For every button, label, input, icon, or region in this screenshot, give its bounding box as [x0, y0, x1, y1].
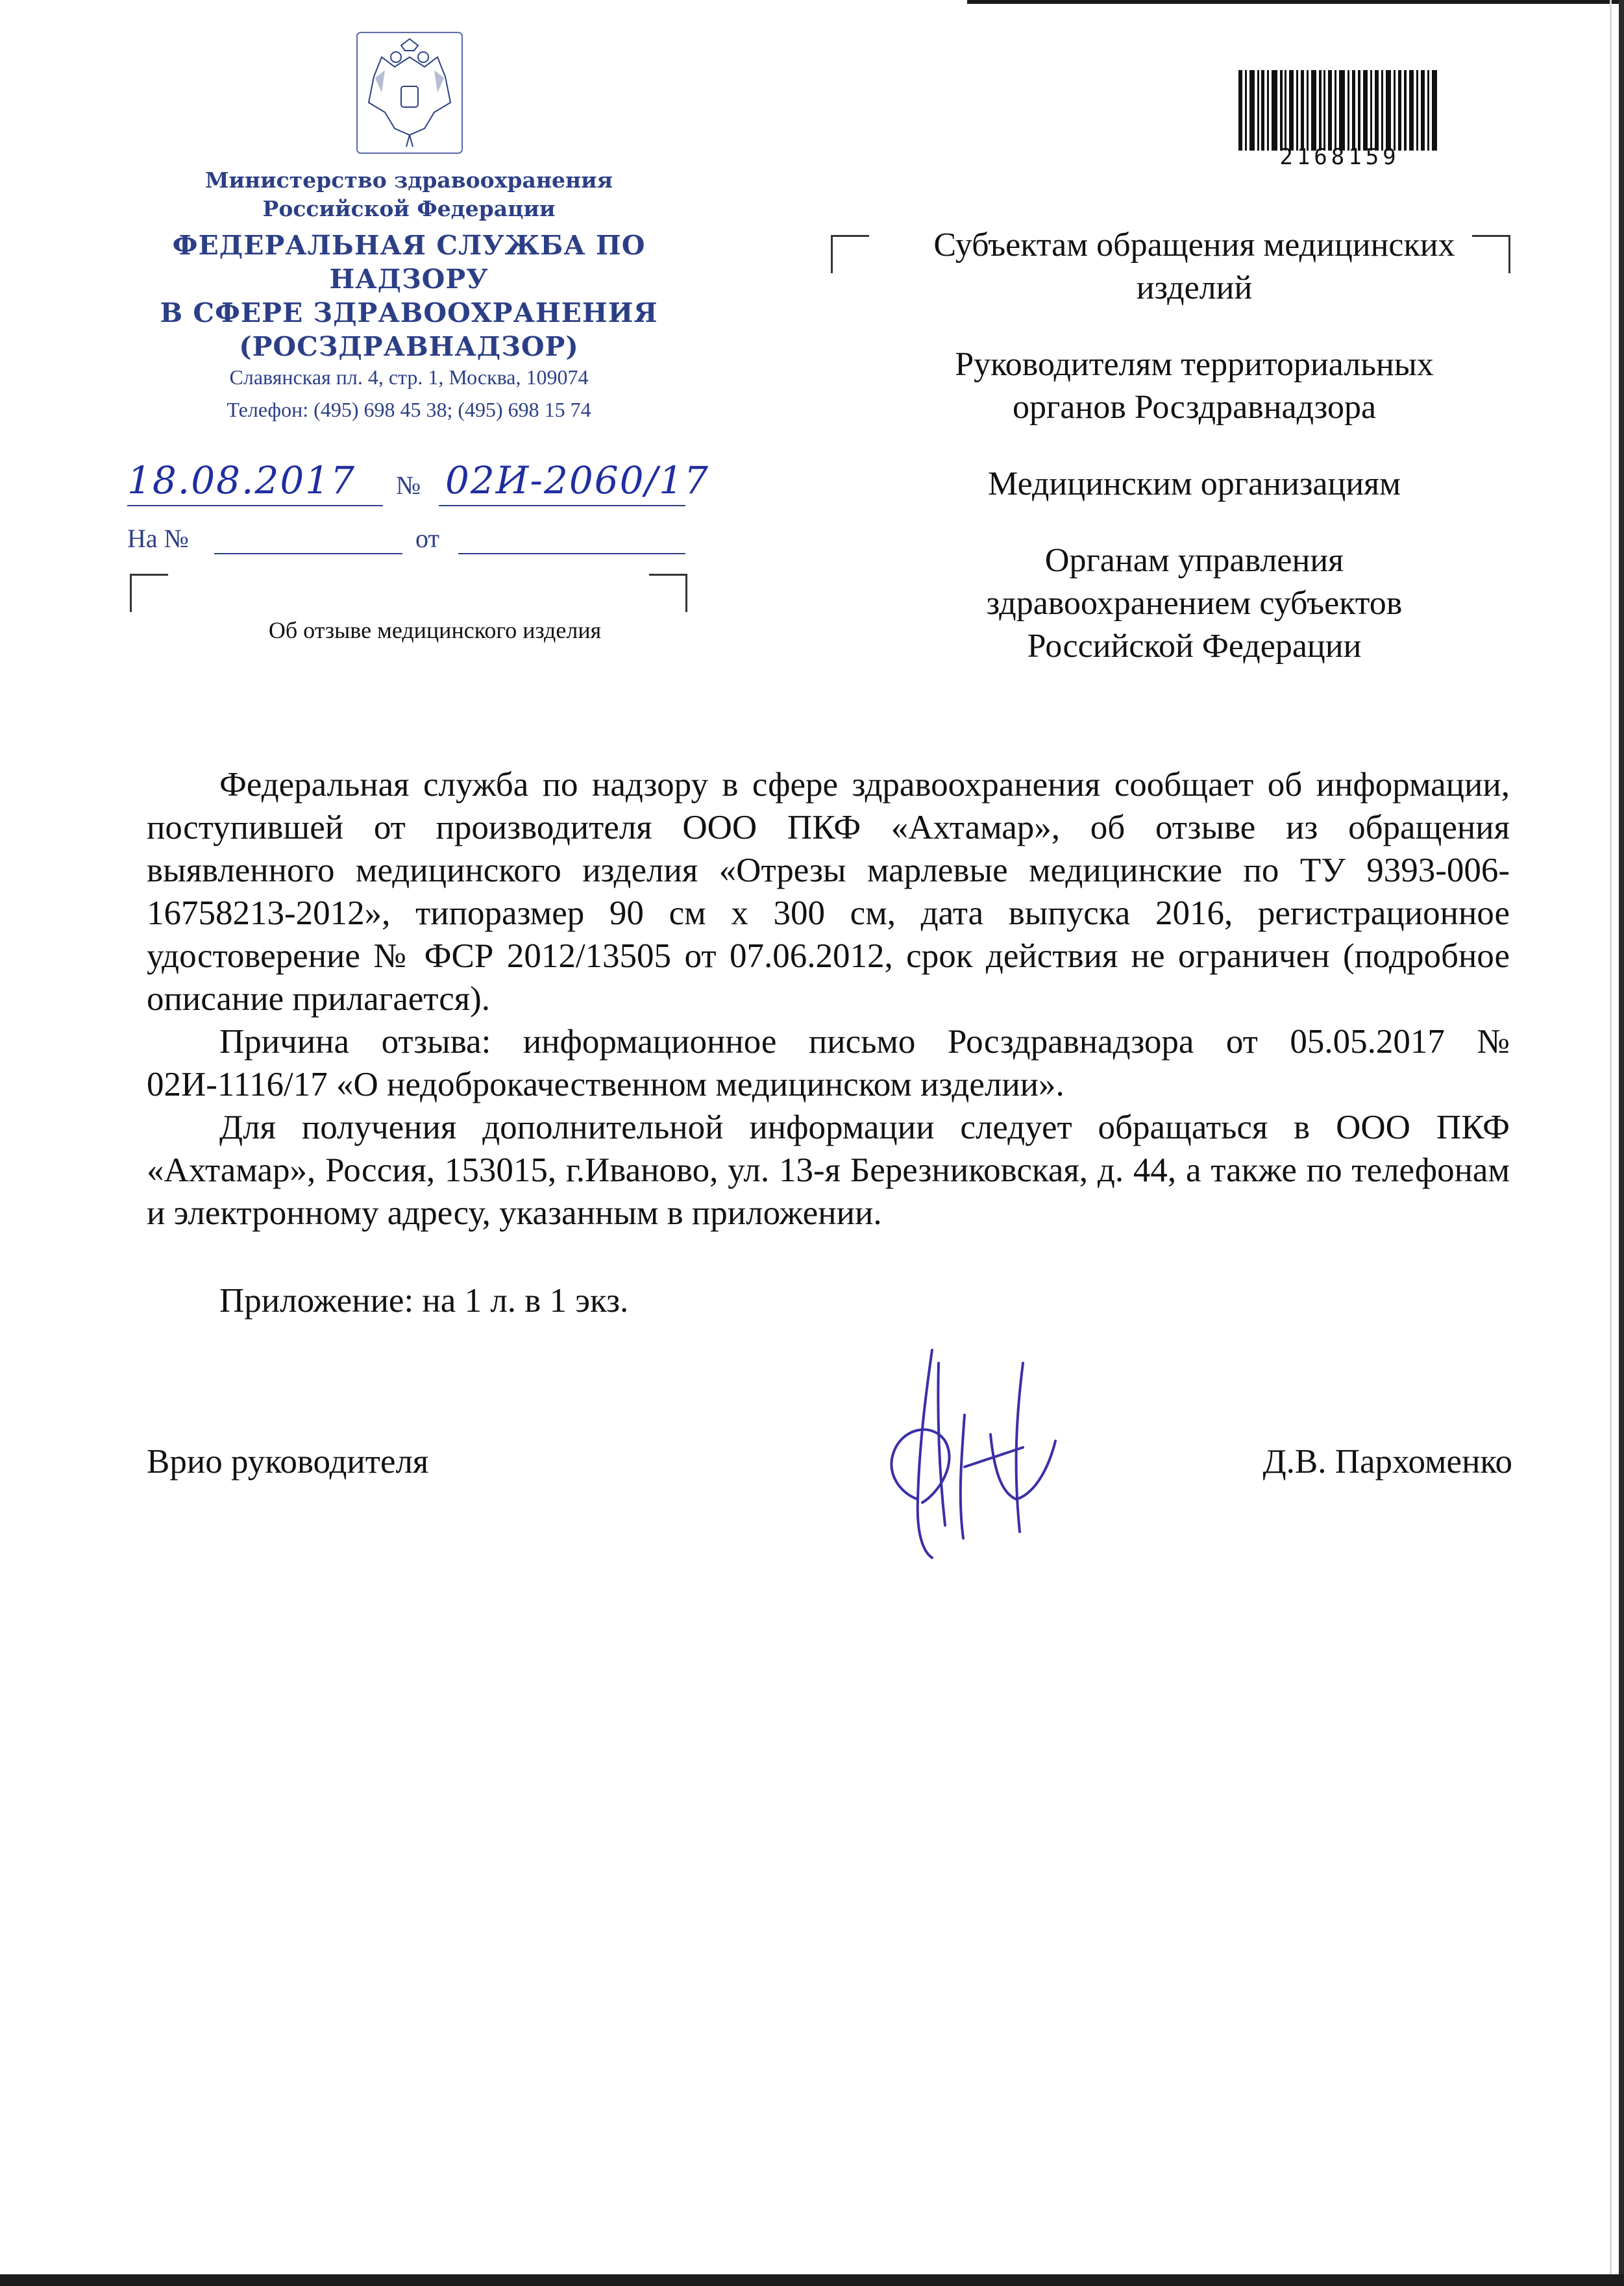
addressee-block	[889, 224, 1499, 668]
number-underline	[439, 505, 685, 506]
subject-bracket-left	[130, 574, 168, 612]
phone: Телефон: (495) 698 45 38; (495) 698 15 74	[227, 398, 591, 421]
contacts	[130, 361, 688, 426]
ref-label: На №	[127, 524, 189, 553]
addressee-2: Руководителям территориальных органов Росздравнадзора	[955, 346, 1434, 426]
barcode-number: 2168159	[1279, 144, 1400, 170]
scan-edge-right	[1619, 0, 1624, 2286]
addressee-3: Медицинским организациям	[988, 465, 1401, 502]
barcode	[1238, 70, 1441, 151]
service-line-3: (РОСЗДРАВНАДЗОР)	[239, 331, 579, 362]
subject-bracket-right	[649, 574, 687, 612]
addressee-bracket-left	[831, 235, 869, 273]
registration-number: 02И-2060/17	[445, 458, 709, 502]
subject-line: Об отзыве медицинского изделия	[268, 617, 602, 643]
date-underline	[127, 505, 383, 506]
ministry-name	[130, 166, 688, 223]
scan-edge-top	[967, 0, 1624, 4]
body-paragraph-3: Для получения дополнительной информации следует обращаться в ООО ПКФ «Ахтамар», Россия, 153015, г.Иваново, ул. 13-я Березниковская, д. 44, а также по телефонам и электронному адресу, указанным в приложении.	[147, 1109, 1510, 1232]
attachment-note: Приложение: на 1 л. в 1 экз.	[219, 1282, 629, 1320]
signatory-position: Врио руководителя	[147, 1443, 429, 1481]
body-paragraph-1: Федеральная служба по надзору в сфере здравоохранения сообщает об информации, поступившей от производителя ООО ПКФ «Ахтамар», об отзыве из обращения выявленного медицинского изделия «Отрезы марлевые медицинские по ТУ 9393-006-16758213-2012», типоразмер 90 см х 300 см, дата выпуска 2016, регистрационное удостоверение № ФСР 2012/13505 от 07.06.2012, срок действия не ограничен (подробное описание прилагается).	[147, 766, 1510, 1018]
scan-edge-right-faint	[1610, 0, 1612, 2286]
ot-underline	[458, 553, 685, 554]
ministry-line-1: Министерство здравоохранения	[205, 167, 613, 193]
body-paragraph-2: Причина отзыва: информационное письмо Росздравнадзора от 05.05.2017 № 02И-1116/17 «О недоброкачественном медицинском изделии».	[147, 1023, 1510, 1103]
ot-label: от	[415, 524, 439, 553]
handwritten-signature	[861, 1337, 1075, 1571]
addressee-1: Субъектам обращения медицинских изделий	[933, 227, 1455, 306]
service-name	[104, 228, 714, 363]
service-line-2: В СФЕРЕ ЗДРАВООХРАНЕНИЯ	[160, 297, 658, 328]
scan-edge-bottom	[0, 2274, 1624, 2286]
number-sign: №	[396, 471, 421, 500]
registration-date: 18.08.2017	[127, 458, 356, 502]
ministry-line-2: Российской Федерации	[262, 196, 556, 221]
address: Славянская пл. 4, стр. 1, Москва, 109074	[229, 365, 589, 389]
coat-of-arms-icon	[356, 31, 463, 154]
service-line-1: ФЕДЕРАЛЬНАЯ СЛУЖБА ПО НАДЗОРУ	[172, 230, 646, 295]
addressee-4: Органам управления здравоохранением субъектов Российской Федерации	[986, 542, 1403, 665]
signatory-name: Д.В. Пархоменко	[1262, 1443, 1512, 1481]
letter-body	[147, 763, 1510, 1235]
ref-underline	[214, 553, 402, 554]
